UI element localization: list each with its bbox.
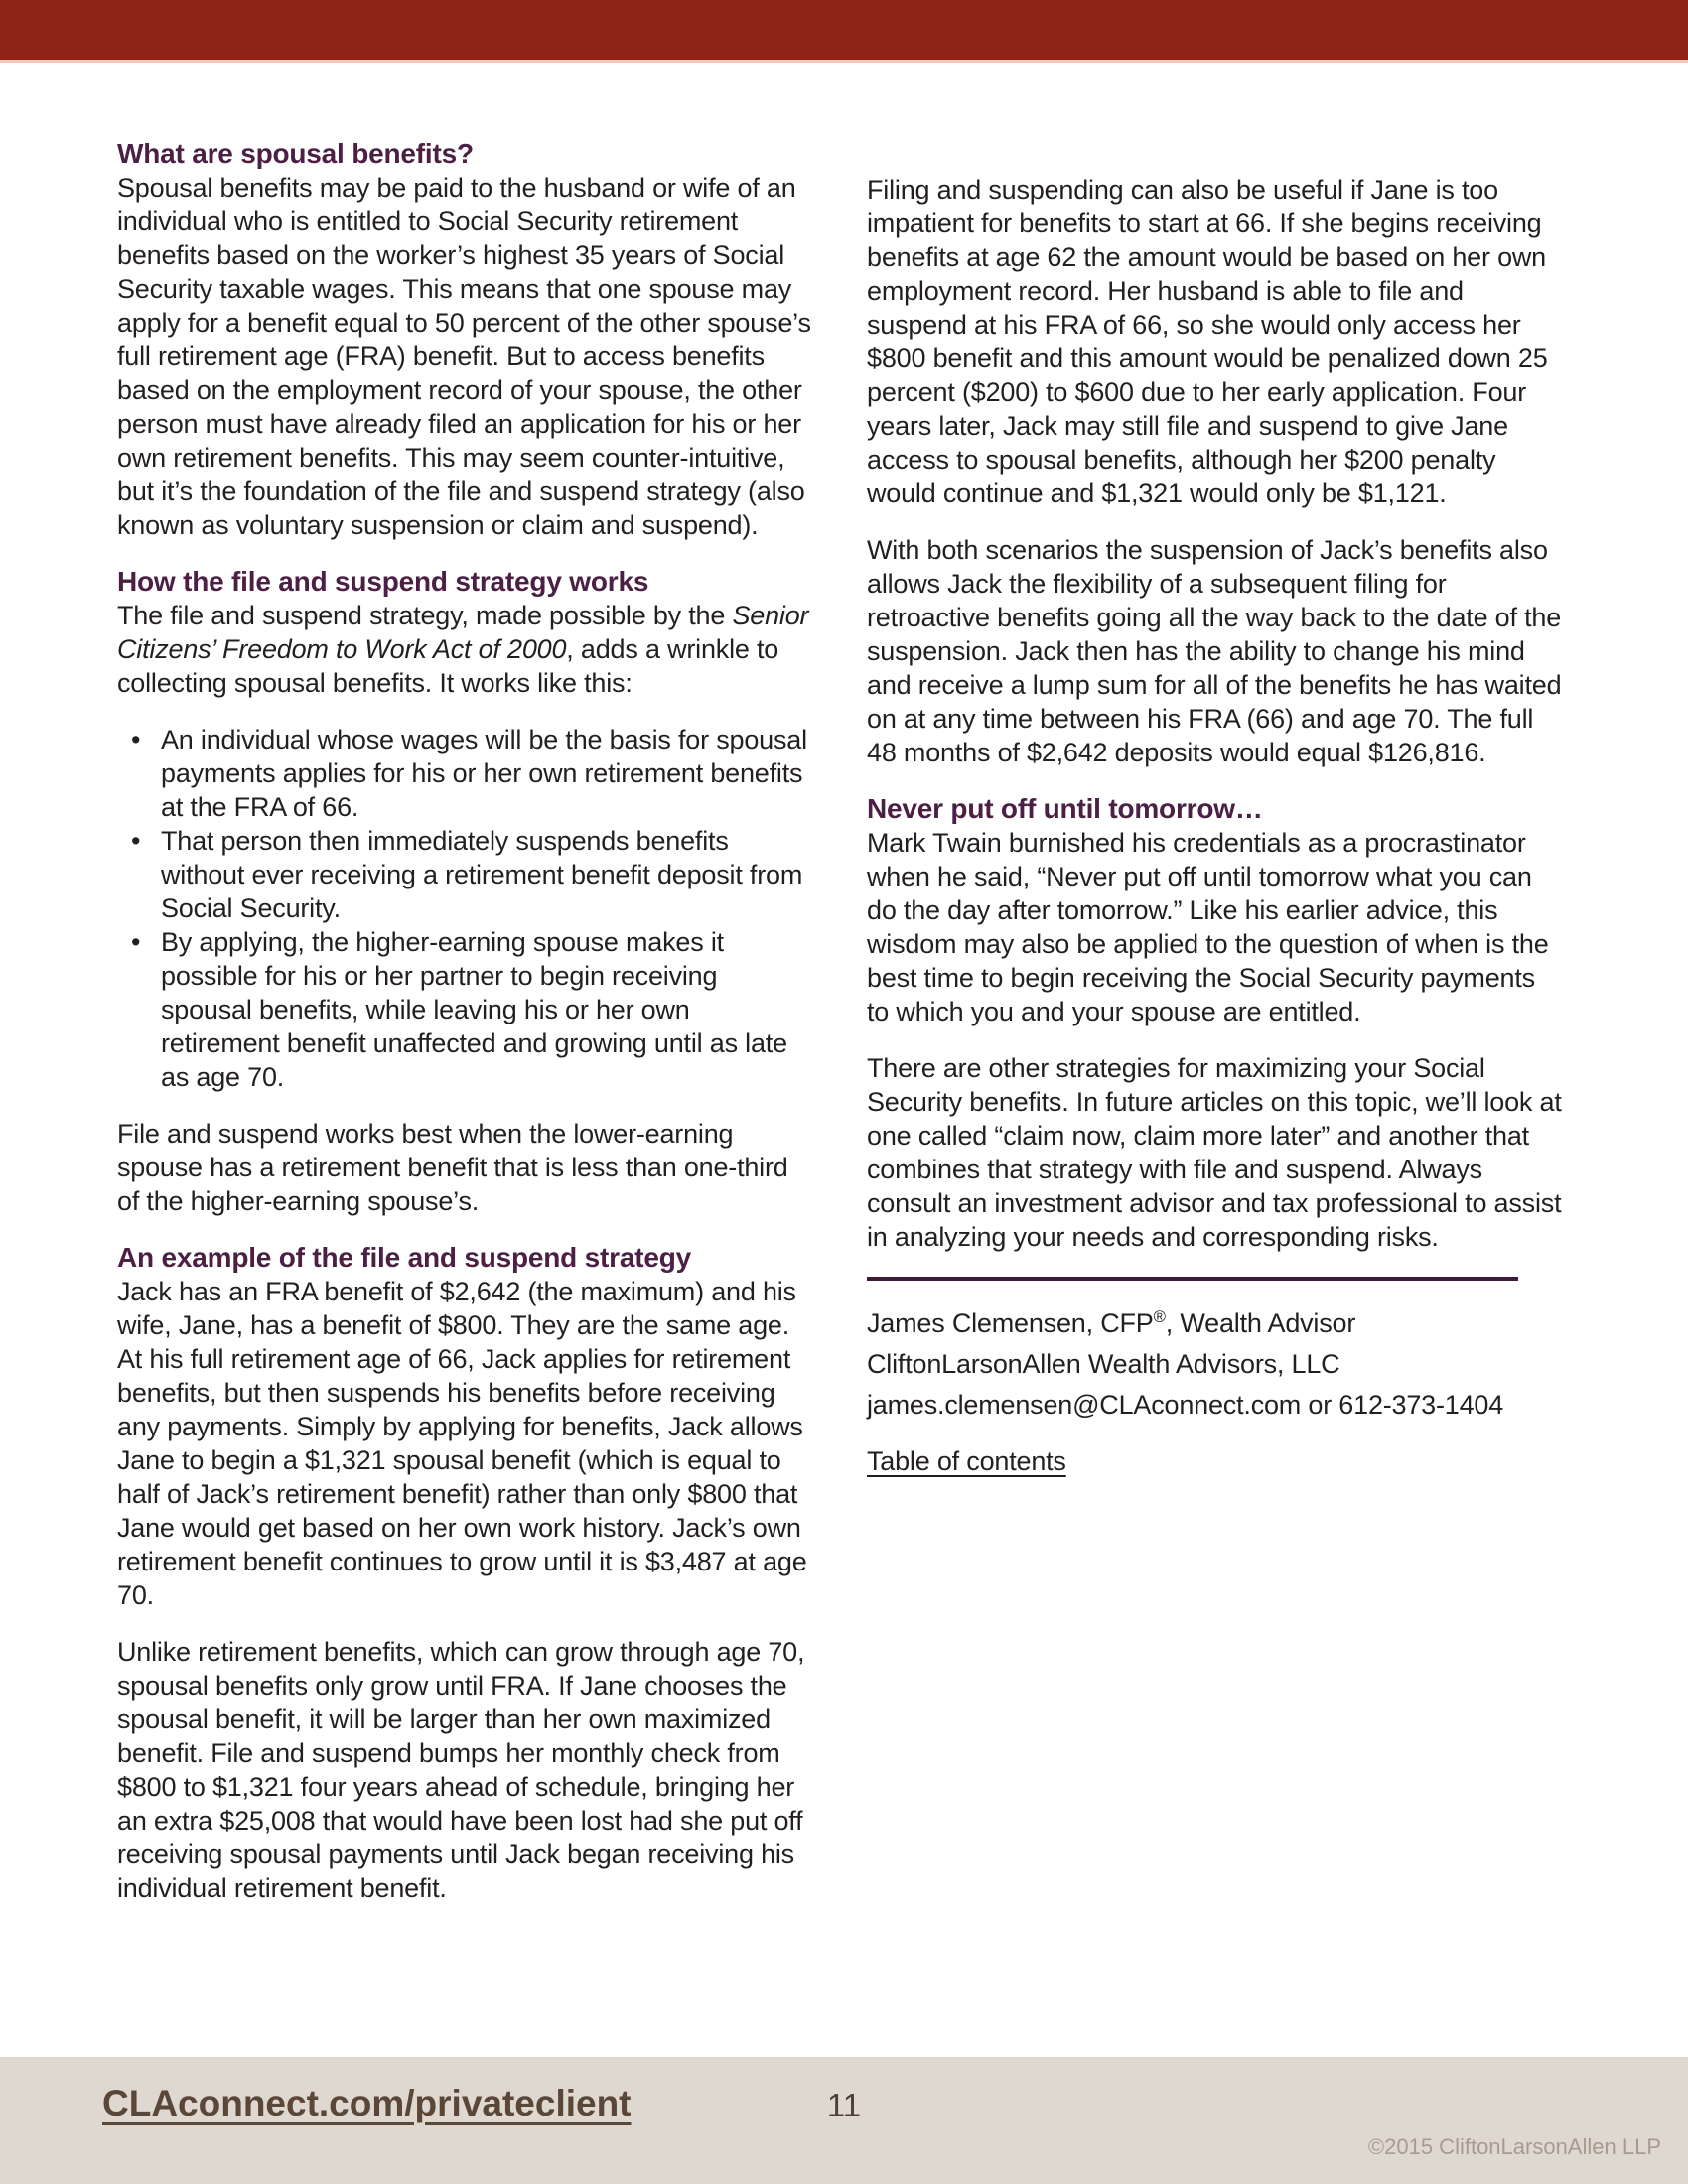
paragraph: With both scenarios the suspension of Jack’s benefits also allows Jack the flexibility of a subsequent filing for retroactive benefits going all the way back to the date of the suspension. Jack then has the ability to change his mind and receive a lump sum for all of the benefits he has waited on at any time between his FRA (66) and age 70. The full 48 months of $2,642 deposits would equal $126,816. [867,535,1562,767]
footer-bar [0,2057,1688,2184]
bullet-list [117,723,812,1094]
bullet-item: • By applying, the higher-earning spouse makes it possible for his or her partner to begin receiving spousal benefits, while leaving his or her own retirement benefit unaffected and growing until as late as age 70. [117,925,812,1094]
paragraph: File and suspend works best when the lower-earning spouse has a retirement benefit that is less than one-third of the higher-earning spouse’s. [117,1119,788,1216]
left-column [117,137,812,1928]
paragraph: Filing and suspending can also be useful if Jane is too impatient for benefits to start at 66. If she begins receiving benefits at age 62 the amount would be based on her own employment record. Her husband is able to file and suspend at his FRA of 66, so she would only access her $800 benefit and this amount would be penalized down 25 percent ($200) to $600 due to her early application. Four years later, Jack may still file and suspend to give Jane access to spousal benefits, although her $200 penalty would continue and $1,321 would only be $1,121. [867,175,1548,508]
footer-site-link[interactable]: CLAconnect.com/privateclient [102,2083,632,2123]
table-of-contents-link[interactable]: Table of contents [867,1446,1066,1476]
registered-mark: ® [1153,1307,1166,1326]
section-heading-how-strategy-works: How the file and suspend strategy works [117,566,649,597]
signature-divider [867,1277,1518,1281]
author-name-line [867,1306,1562,1340]
paragraph-text: , adds a wrinkle to collecting spousal benefits. It works like this: [117,634,779,698]
bullet-item: • That person then immediately suspends benefits without ever receiving a retirement benefit deposit from Social Security. [117,824,812,925]
signature-block [867,1306,1562,1422]
paragraph: Jack has an FRA benefit of $2,642 (the maximum) and his wife, Jane, has a benefit of $800. They are the same age. At his full retirement age of 66, Jack applies for retirement benefits, but then suspends his benefits before receiving any payments. Simply by applying for benefits, Jack allows Jane to begin a $1,321 spousal benefit (which is equal to half of Jack’s retirement benefit) rather than only $800 that Jane would get based on her own work history. Jack’s own retirement benefit continues to grow until it is $3,487 at age 70. [117,1277,807,1610]
author-contact-line: james.clemensen@CLAconnect.com or 612-373-1404 [867,1390,1504,1420]
paragraph: There are other strategies for maximizing your Social Security benefits. In future articles on this topic, we’ll look at one called “claim now, claim more later” and another that combines that strategy with file and suspend. Always consult an investment advisor and tax professional to assist in analyzing your needs and corresponding risks. [867,1053,1562,1252]
paragraph-text: The file and suspend strategy, made possible by the [117,601,733,630]
author-title: , Wealth Advisor [1165,1308,1356,1338]
section-heading-never-put-off: Never put off until tomorrow… [867,793,1263,824]
paragraph: Mark Twain burnished his credentials as a procrastinator when he said, “Never put off until tomorrow what you can do the day after tomorrow.” Like his earlier advice, this wisdom may also be applied to the question of when is the best time to begin receiving the Social Security payments to which you and your spouse are entitled. [867,828,1549,1026]
bullet-item: • An individual whose wages will be the basis for spousal payments applies for his or her own retirement benefits at the FRA of 66. [117,723,812,824]
paragraph: Spousal benefits may be paid to the husband or wife of an individual who is entitled to Social Security retirement benefits based on the worker’s highest 35 years of Social Security taxable wages. This means that one spouse may apply for a benefit equal to 50 percent of the other spouse’s full retirement age (FRA) benefit. But to access benefits based on the employment record of your spouse, the other person must have already filed an application for his or her own retirement benefits. This may seem counter-intuitive, but it’s the foundation of the file and suspend strategy (also known as voluntary suspension or claim and suspend). [117,173,811,540]
page-number: 11 [826,2087,862,2123]
paragraph [117,599,812,700]
header-bar [0,0,1688,63]
section-heading-spousal-benefits: What are spousal benefits? [117,138,474,169]
paragraph: Unlike retirement benefits, which can grow through age 70, spousal benefits only grow until FRA. If Jane chooses the spousal benefit, it will be larger than her own maximized benefit. File and suspend bumps her monthly check from $800 to $1,321 four years ahead of schedule, bringing her an extra $25,008 that would have been lost had she put off receiving spousal payments until Jack began receiving his individual retirement benefit. [117,1637,805,1903]
right-column [867,173,1562,1478]
author-name: James Clemensen, CFP [867,1308,1154,1338]
author-company-line: CliftonLarsonAllen Wealth Advisors, LLC [867,1349,1340,1379]
section-heading-example: An example of the file and suspend strategy [117,1242,691,1273]
act-name-italic: Senior Citizens’ Freedom to Work Act of 2000 [117,601,809,664]
copyright-notice: ©2015 CliftonLarsonAllen LLP [1367,2134,1661,2159]
